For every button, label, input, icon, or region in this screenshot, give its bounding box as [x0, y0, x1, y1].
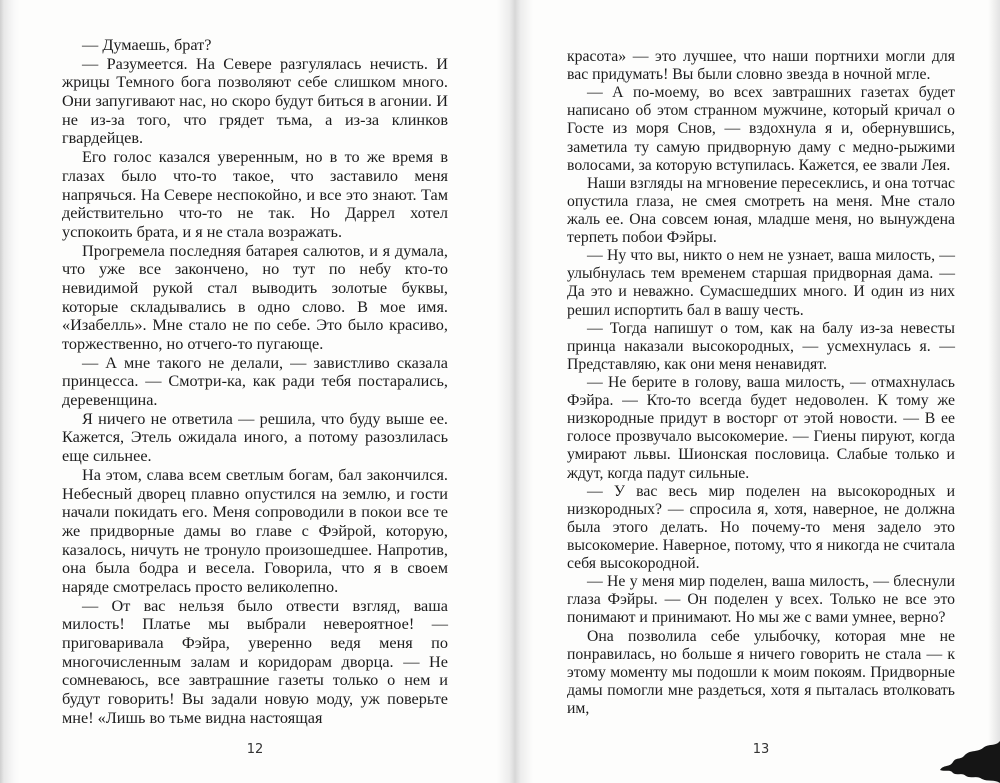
left-page [62, 0, 448, 783]
paragraph: — У вас весь мир поделен на высокородных и низкородных? — спросила я, хотя, наверное, не должна была этого делать. Но почему-то меня задело это высокомерие. Наверное, потому, что я никогда не считала себя высокородной. [567, 482, 955, 573]
paragraph: — А по-моему, во всех завтрашних газетах будет написано об этом странном мужчине, который кричал о Госте из моря Снов, — вздохнула я и, обернувшись, заметила ту самую придворную даму с медно-рыжими волосами, за которую вступилась. Кажется, ее звали Лея. [567, 84, 955, 174]
paragraph: — Разумеется. На Севере разгулялась нечисть. И жрицы Темного бога позволяют себе слишком много. Они запугивают нас, но скоро будут биться в агонии. И не из-за того, что грядет тьма, а из-за клинков гвардейцев. [62, 54, 448, 148]
paragraph: — От вас нельзя было отвести взгляд, ваша милость! Платье мы выбрали невероятное! — приговаривала Фэйра, уверенно ведя меня по многочисленным залам и коридорам дворца. — Не сомневаюсь, все завтрашние газеты только о нем и будут говорить! Вы задали новую моду, уж поверьте мне! «Лишь во тьме видна настоящая [62, 596, 448, 727]
right-page [567, 0, 955, 783]
right-page-text [567, 48, 955, 718]
paragraph: Прогремела последняя батарея салютов, и я думала, что уже все закончено, но тут по небу кто-то невидимой рукой стал выводить золотые буквы, которые складывались в одно слово. В мое имя. «Изабелль». Мне стало не по себе. Это было красиво, торжественно, но отчего-то пугающе. [62, 241, 448, 353]
paragraph: Наши взгляды на мгновение пересеклись, и она тотчас опустила глаза, не смея смотреть на меня. Мне стало жаль ее. Она совсем юная, младше меня, но вынуждена терпеть побои Фэйры. [567, 174, 955, 247]
left-page-text [62, 36, 448, 727]
paragraph-continued: красота» — это лучшее, что наши портнихи могли для вас придумать! Вы были словно звезда в ночной мгле. [567, 48, 955, 84]
left-page-edge [0, 0, 20, 783]
paragraph: Она позволила себе улыбочку, которая мне не понравилась, но больше я ничего говорить не стала — к этому моменту мы подошли к моим покоям. Придворные дамы помогли мне раздеться, хотя я пыталась втолковать им, [567, 627, 955, 717]
paragraph: Я ничего не ответила — решила, что буду выше ее. Кажется, Этель ожидала иного, а потому разозлилась еще сильнее. [62, 409, 448, 466]
paragraph: — Думаешь, брат? [82, 36, 212, 54]
paragraph: На этом, слава всем светлым богам, бал закончился. Небесный дворец плавно опустился на землю, и гости начали покидать его. Меня сопроводили в покои все те же придворные дамы во главе с Фэйрой, которую, казалось, ничуть не тронуло произошедшее. Напротив, она была бодра и весела. Говорила, что я в своем наряде смотрелась просто великолепно. [62, 465, 448, 596]
right-page-edge [988, 0, 1000, 783]
page-number-right: 13 [752, 742, 770, 757]
book-gutter [497, 0, 533, 783]
paragraph: — Ну что вы, никто о нем не узнает, ваша милость, — улыбнулась тем временем старшая придворная дама. — Да это и неважно. Сумасшедших много. И один из них решил испортить бал в вашу честь. [567, 247, 955, 319]
paragraph: — А мне такого не делали, — завистливо сказала принцесса. — Смотри-ка, как ради тебя постарались, деревенщина. [62, 353, 448, 410]
paragraph: Его голос казался уверенным, но в то же время в глазах было что-то такое, что заставило меня напрячься. На Севере неспокойно, и все это знают. Там действительно что-то не так. Но Даррел хотел успокоить брата, и я не стала возражать. [62, 148, 448, 241]
paragraph: — Не берите в голову, ваша милость, — отмахнулась Фэйра. — Кто-то всегда будет недоволен. К тому же низкородные придут в восторг от этой новости. — В ее голосе прозвучало высокомерие. — Гиены пируют, когда умирают львы. Шионская пословица. Слабые только и ждут, когда падут сильные. [567, 373, 955, 482]
page-number-left: 12 [246, 742, 264, 757]
corner-ornament-icon [916, 739, 1000, 783]
paragraph: — Тогда напишут о том, как на балу из-за невесты принца наказали высокородных, — усмехнулась я. — Представляю, как они меня ненавидят. [567, 319, 955, 373]
paragraph: — Не у меня мир поделен, ваша милость, — блеснули глаза Фэйры. — Он поделен у всех. Только не все это понимают и принимают. Но мы же с вами умнее, верно? [567, 573, 955, 627]
